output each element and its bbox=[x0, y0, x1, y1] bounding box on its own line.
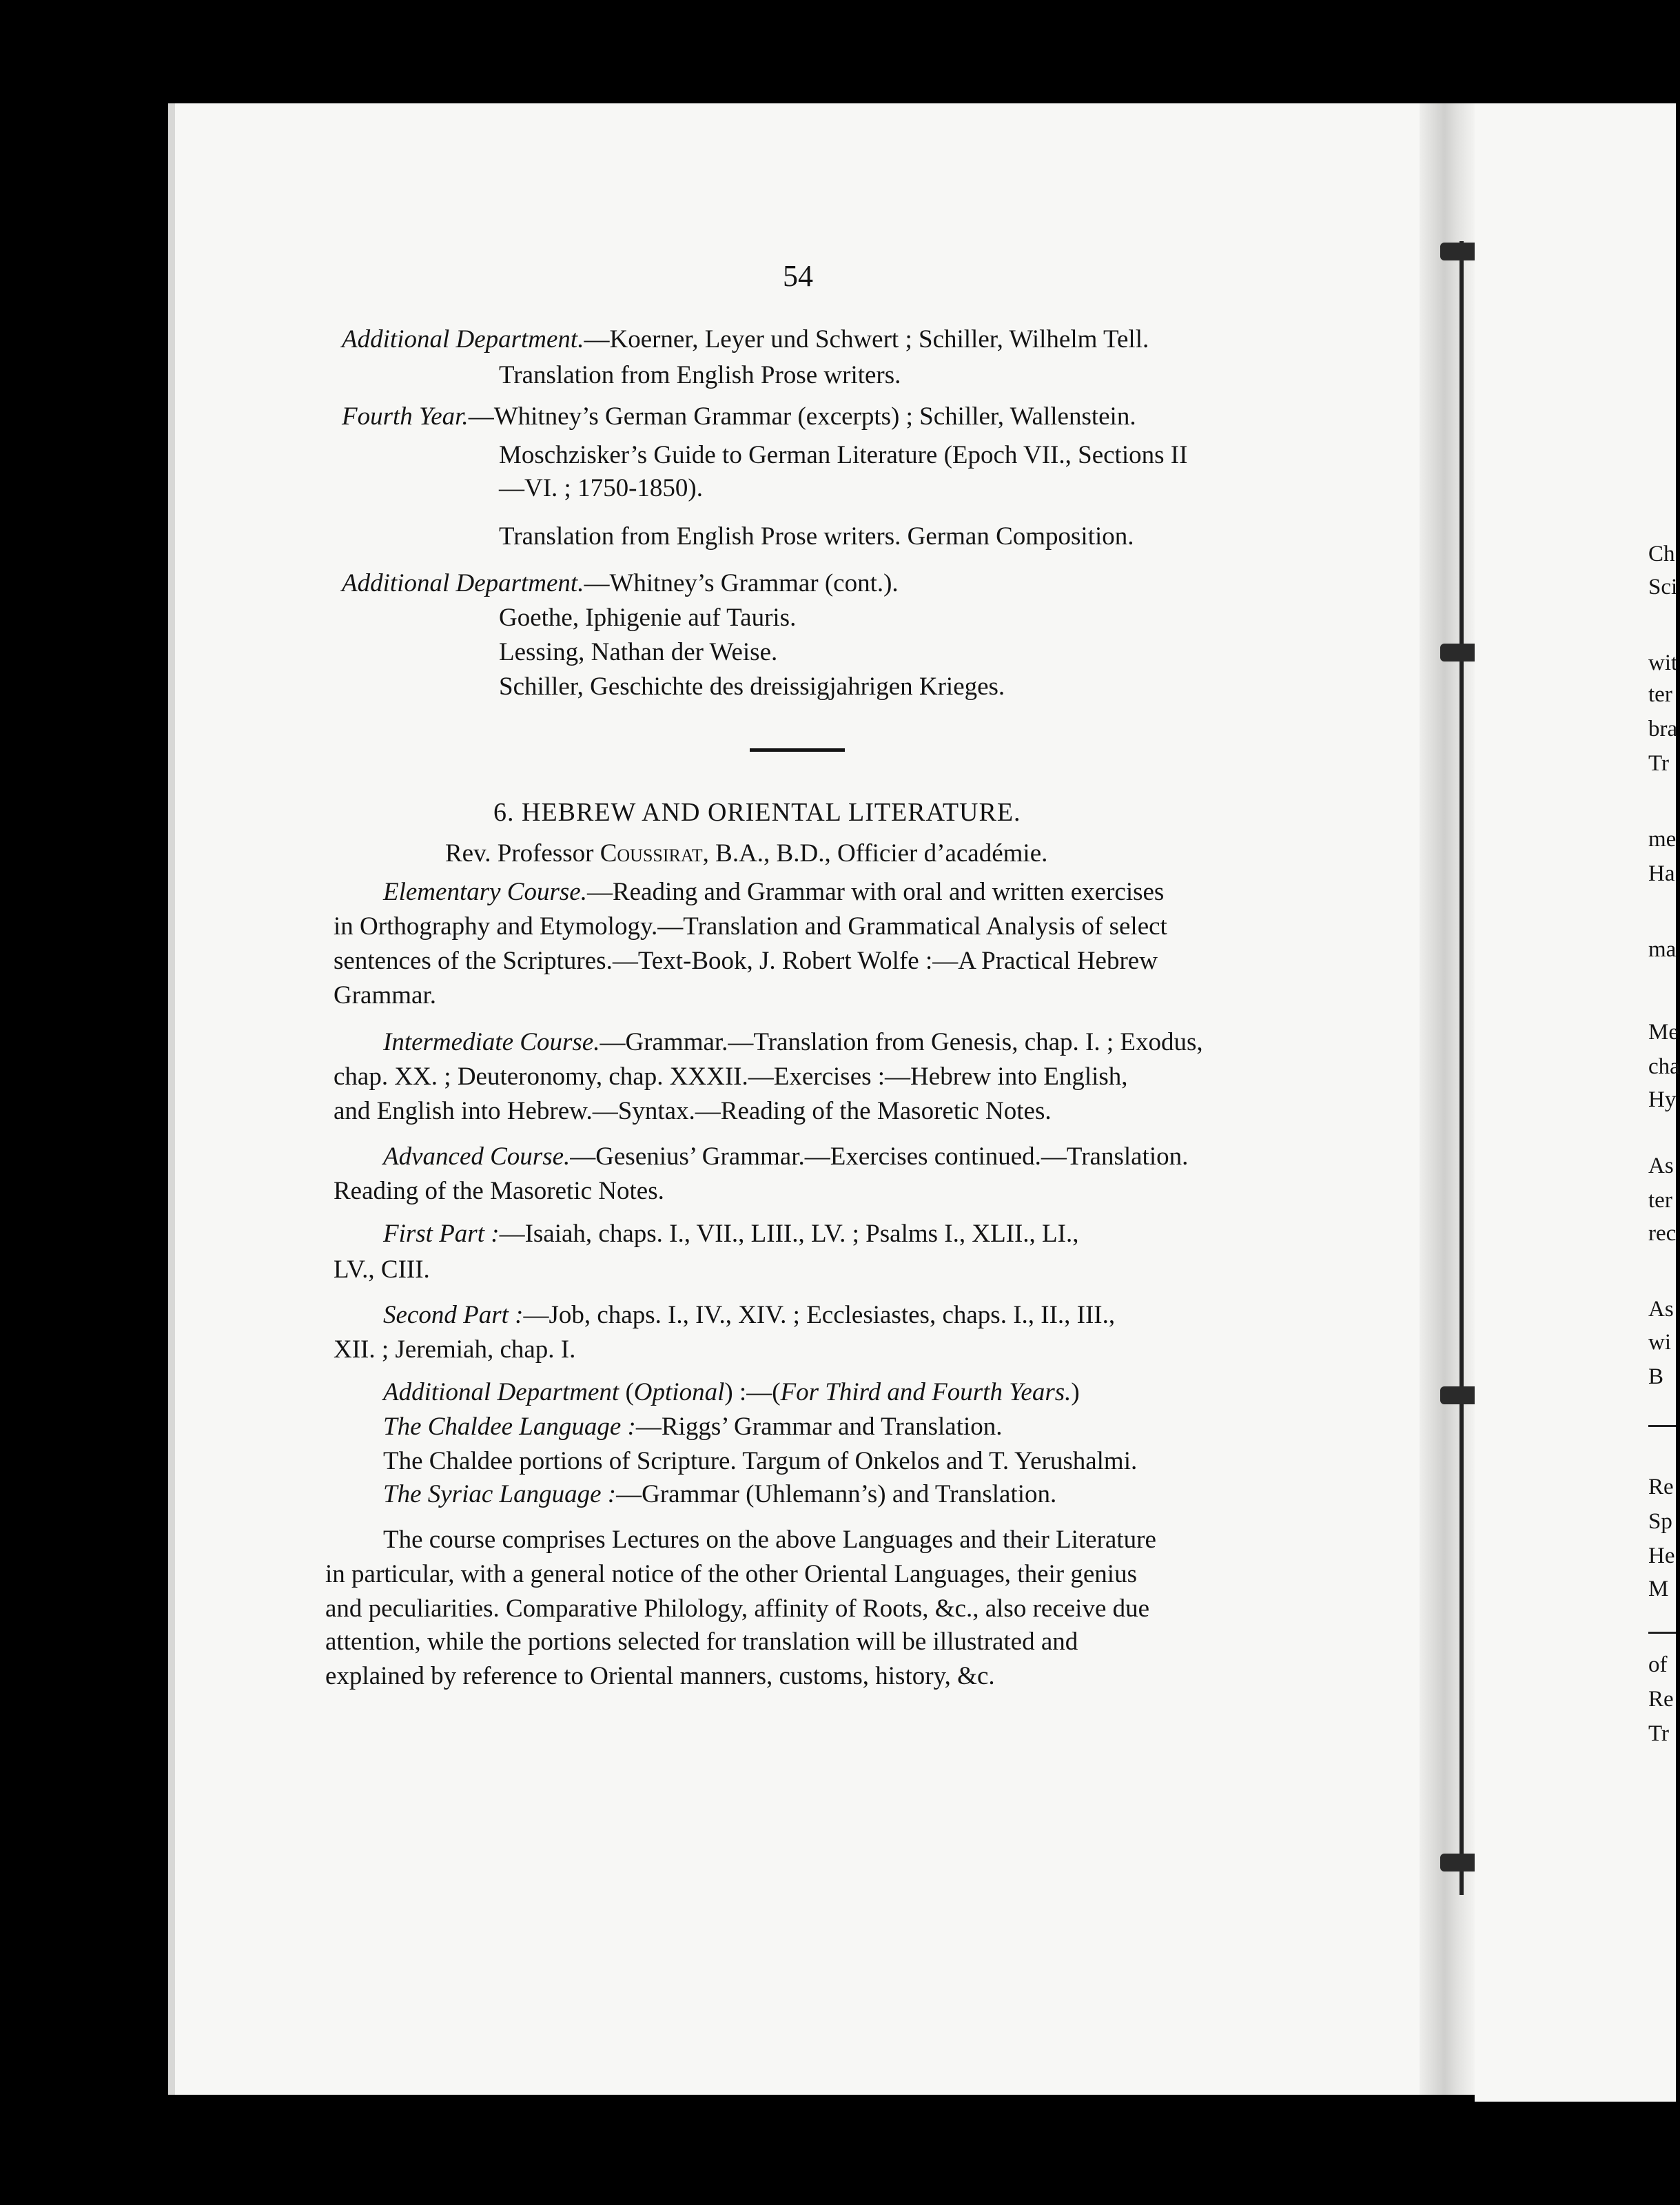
entry-text: —Isaiah, chaps. I., VII., LIII., LV. ; Psalms I., XLII., LI., bbox=[499, 1220, 1079, 1248]
years-note: For Third and Fourth Years. bbox=[780, 1378, 1072, 1406]
paragraph-line: Grammar. bbox=[334, 981, 436, 1009]
paren-close: ) bbox=[1071, 1378, 1080, 1406]
entry-label: Additional Department. bbox=[342, 569, 584, 597]
entry-label: Fourth Year. bbox=[342, 402, 469, 431]
closing-paragraph-line: and peculiarities. Comparative Philology, affinity of Roots, &c., also receive due bbox=[325, 1594, 1150, 1623]
entry-label: Advanced Course. bbox=[383, 1142, 571, 1171]
closing-paragraph-line: in particular, with a general notice of the other Oriental Languages, their genius bbox=[325, 1560, 1137, 1588]
right-fragment: cha bbox=[1648, 1054, 1680, 1079]
intermediate-course-line bbox=[383, 1025, 1203, 1060]
entry-label: Second Part : bbox=[383, 1301, 524, 1329]
right-fragment: me bbox=[1648, 827, 1677, 852]
entry-label: First Part : bbox=[383, 1220, 500, 1248]
book-gutter bbox=[1420, 103, 1475, 2095]
entry-label: Elementary Course. bbox=[383, 878, 587, 906]
right-fragment: Sci bbox=[1648, 575, 1678, 599]
entry-continuation: —VI. ; 1750-1850). bbox=[499, 474, 703, 502]
entry-text: —Riggs’ Grammar and Translation. bbox=[635, 1413, 1003, 1441]
entry-text: —Koerner, Leyer und Schwert ; Schiller, Wilhelm Tell. bbox=[584, 325, 1149, 353]
page-number: 54 bbox=[783, 259, 813, 293]
right-fragment: Sp bbox=[1648, 1509, 1672, 1534]
entry-label: Additional Department. bbox=[342, 325, 584, 353]
additional-department-entry bbox=[342, 566, 899, 601]
professor-name: Coussirat bbox=[600, 839, 703, 868]
additional-department-entry bbox=[342, 322, 1149, 357]
closing-paragraph-line: attention, while the portions selected for translation will be illustrated and bbox=[325, 1628, 1078, 1656]
optional-label: Optional bbox=[633, 1378, 725, 1406]
paragraph-line: The Chaldee portions of Scripture. Targum of Onkelos and T. Yerushalmi. bbox=[383, 1447, 1138, 1475]
entry-continuation: Translation from English Prose writers. German Composition. bbox=[499, 522, 1134, 551]
right-fragment: rec bbox=[1648, 1221, 1677, 1246]
right-fragment-rule bbox=[1648, 1425, 1676, 1427]
right-fragment: Ha bbox=[1648, 861, 1675, 886]
right-fragment: ter bbox=[1648, 1188, 1672, 1213]
right-fragment: bra bbox=[1648, 717, 1678, 741]
fourth-year-entry bbox=[342, 400, 1136, 434]
paragraph-line: Reading of the Masoretic Notes. bbox=[334, 1177, 664, 1205]
right-fragment: ma bbox=[1648, 937, 1677, 962]
right-fragment-rule bbox=[1648, 1632, 1676, 1634]
professor-prefix: Rev. Professor bbox=[445, 839, 600, 868]
entry-label: The Chaldee Language : bbox=[383, 1413, 636, 1441]
entry-text: —Gesenius’ Grammar.—Exercises continued.—Translation. bbox=[570, 1142, 1189, 1171]
right-fragment: of bbox=[1648, 1652, 1668, 1677]
binding-thread bbox=[1459, 241, 1464, 1895]
entry-text: —Grammar (Uhlemann’s) and Translation. bbox=[616, 1480, 1057, 1508]
entry-label: Intermediate Course. bbox=[383, 1028, 600, 1056]
section-heading: 6. HEBREW AND ORIENTAL LITERATURE. bbox=[493, 798, 1021, 827]
entry-label: Additional Department bbox=[383, 1378, 619, 1406]
right-fragment: He bbox=[1648, 1544, 1675, 1568]
right-fragment: Ch bbox=[1648, 542, 1675, 566]
right-fragment: As bbox=[1648, 1297, 1674, 1322]
closing-paragraph-line: explained by reference to Oriental manners, customs, history, &c. bbox=[325, 1662, 995, 1690]
entry-text: —Reading and Grammar with oral and written exercises bbox=[586, 878, 1165, 906]
paragraph-line: sentences of the Scriptures.—Text-Book, J. Robert Wolfe :—A Practical Hebrew bbox=[334, 947, 1158, 975]
right-fragment: Me bbox=[1648, 1020, 1679, 1045]
paragraph-line: in Orthography and Etymology.—Translation and Grammatical Analysis of select bbox=[334, 912, 1167, 941]
paragraph-line: LV., CIII. bbox=[334, 1255, 430, 1284]
right-fragment: Tr bbox=[1648, 751, 1669, 776]
entry-continuation: Moschzisker’s Guide to German Literature (Epoch VII., Sections II bbox=[499, 441, 1188, 469]
right-fragment: M bbox=[1648, 1577, 1669, 1601]
syriac-line bbox=[383, 1477, 1056, 1512]
entry-text: —Job, chaps. I., IV., XIV. ; Ecclesiastes, chaps. I., II., III., bbox=[523, 1301, 1116, 1329]
right-fragment: wit bbox=[1648, 650, 1678, 675]
entry-text: —Whitney’s German Grammar (excerpts) ; Schiller, Wallenstein. bbox=[468, 402, 1136, 431]
professor-suffix: , B.A., B.D., Officier d’académie. bbox=[702, 839, 1048, 868]
right-fragment: Re bbox=[1648, 1687, 1674, 1712]
second-part-line bbox=[383, 1298, 1115, 1333]
entry-continuation: Translation from English Prose writers. bbox=[499, 361, 901, 389]
right-fragment: As bbox=[1648, 1153, 1674, 1178]
right-fragment: B bbox=[1648, 1364, 1664, 1389]
first-part-line bbox=[383, 1217, 1078, 1251]
advanced-course-line bbox=[383, 1140, 1188, 1174]
section-separator-rule bbox=[750, 748, 845, 752]
chaldee-line bbox=[383, 1410, 1003, 1444]
right-fragment: Re bbox=[1648, 1475, 1674, 1499]
entry-label: The Syriac Language : bbox=[383, 1480, 617, 1508]
entry-text: ) :—( bbox=[724, 1378, 781, 1406]
elementary-course-line bbox=[383, 875, 1164, 910]
entry-text: —Whitney’s Grammar (cont.). bbox=[584, 569, 899, 597]
reading-item: Lessing, Nathan der Weise. bbox=[499, 638, 778, 666]
professor-line bbox=[445, 837, 1047, 871]
facing-page bbox=[1475, 103, 1676, 2102]
paragraph-line: and English into Hebrew.—Syntax.—Reading of the Masoretic Notes. bbox=[334, 1097, 1052, 1125]
additional-department-optional-line bbox=[383, 1375, 1080, 1410]
paren-open: ( bbox=[619, 1378, 634, 1406]
paragraph-line: chap. XX. ; Deuteronomy, chap. XXXII.—Exercises :—Hebrew into English, bbox=[334, 1063, 1128, 1091]
entry-text: —Grammar.—Translation from Genesis, chap. I. ; Exodus, bbox=[600, 1028, 1203, 1056]
reading-item: Schiller, Geschichte des dreissigjahrigen Krieges. bbox=[499, 673, 1005, 701]
right-fragment: Tr bbox=[1648, 1721, 1669, 1746]
right-fragment: wi bbox=[1648, 1330, 1671, 1355]
closing-paragraph-line: The course comprises Lectures on the above Languages and their Literature bbox=[383, 1526, 1156, 1554]
right-fragment: ter bbox=[1648, 682, 1672, 707]
paragraph-line: XII. ; Jeremiah, chap. I. bbox=[334, 1335, 576, 1364]
reading-item: Goethe, Iphigenie auf Tauris. bbox=[499, 604, 797, 632]
right-fragment: Hy bbox=[1648, 1087, 1677, 1112]
